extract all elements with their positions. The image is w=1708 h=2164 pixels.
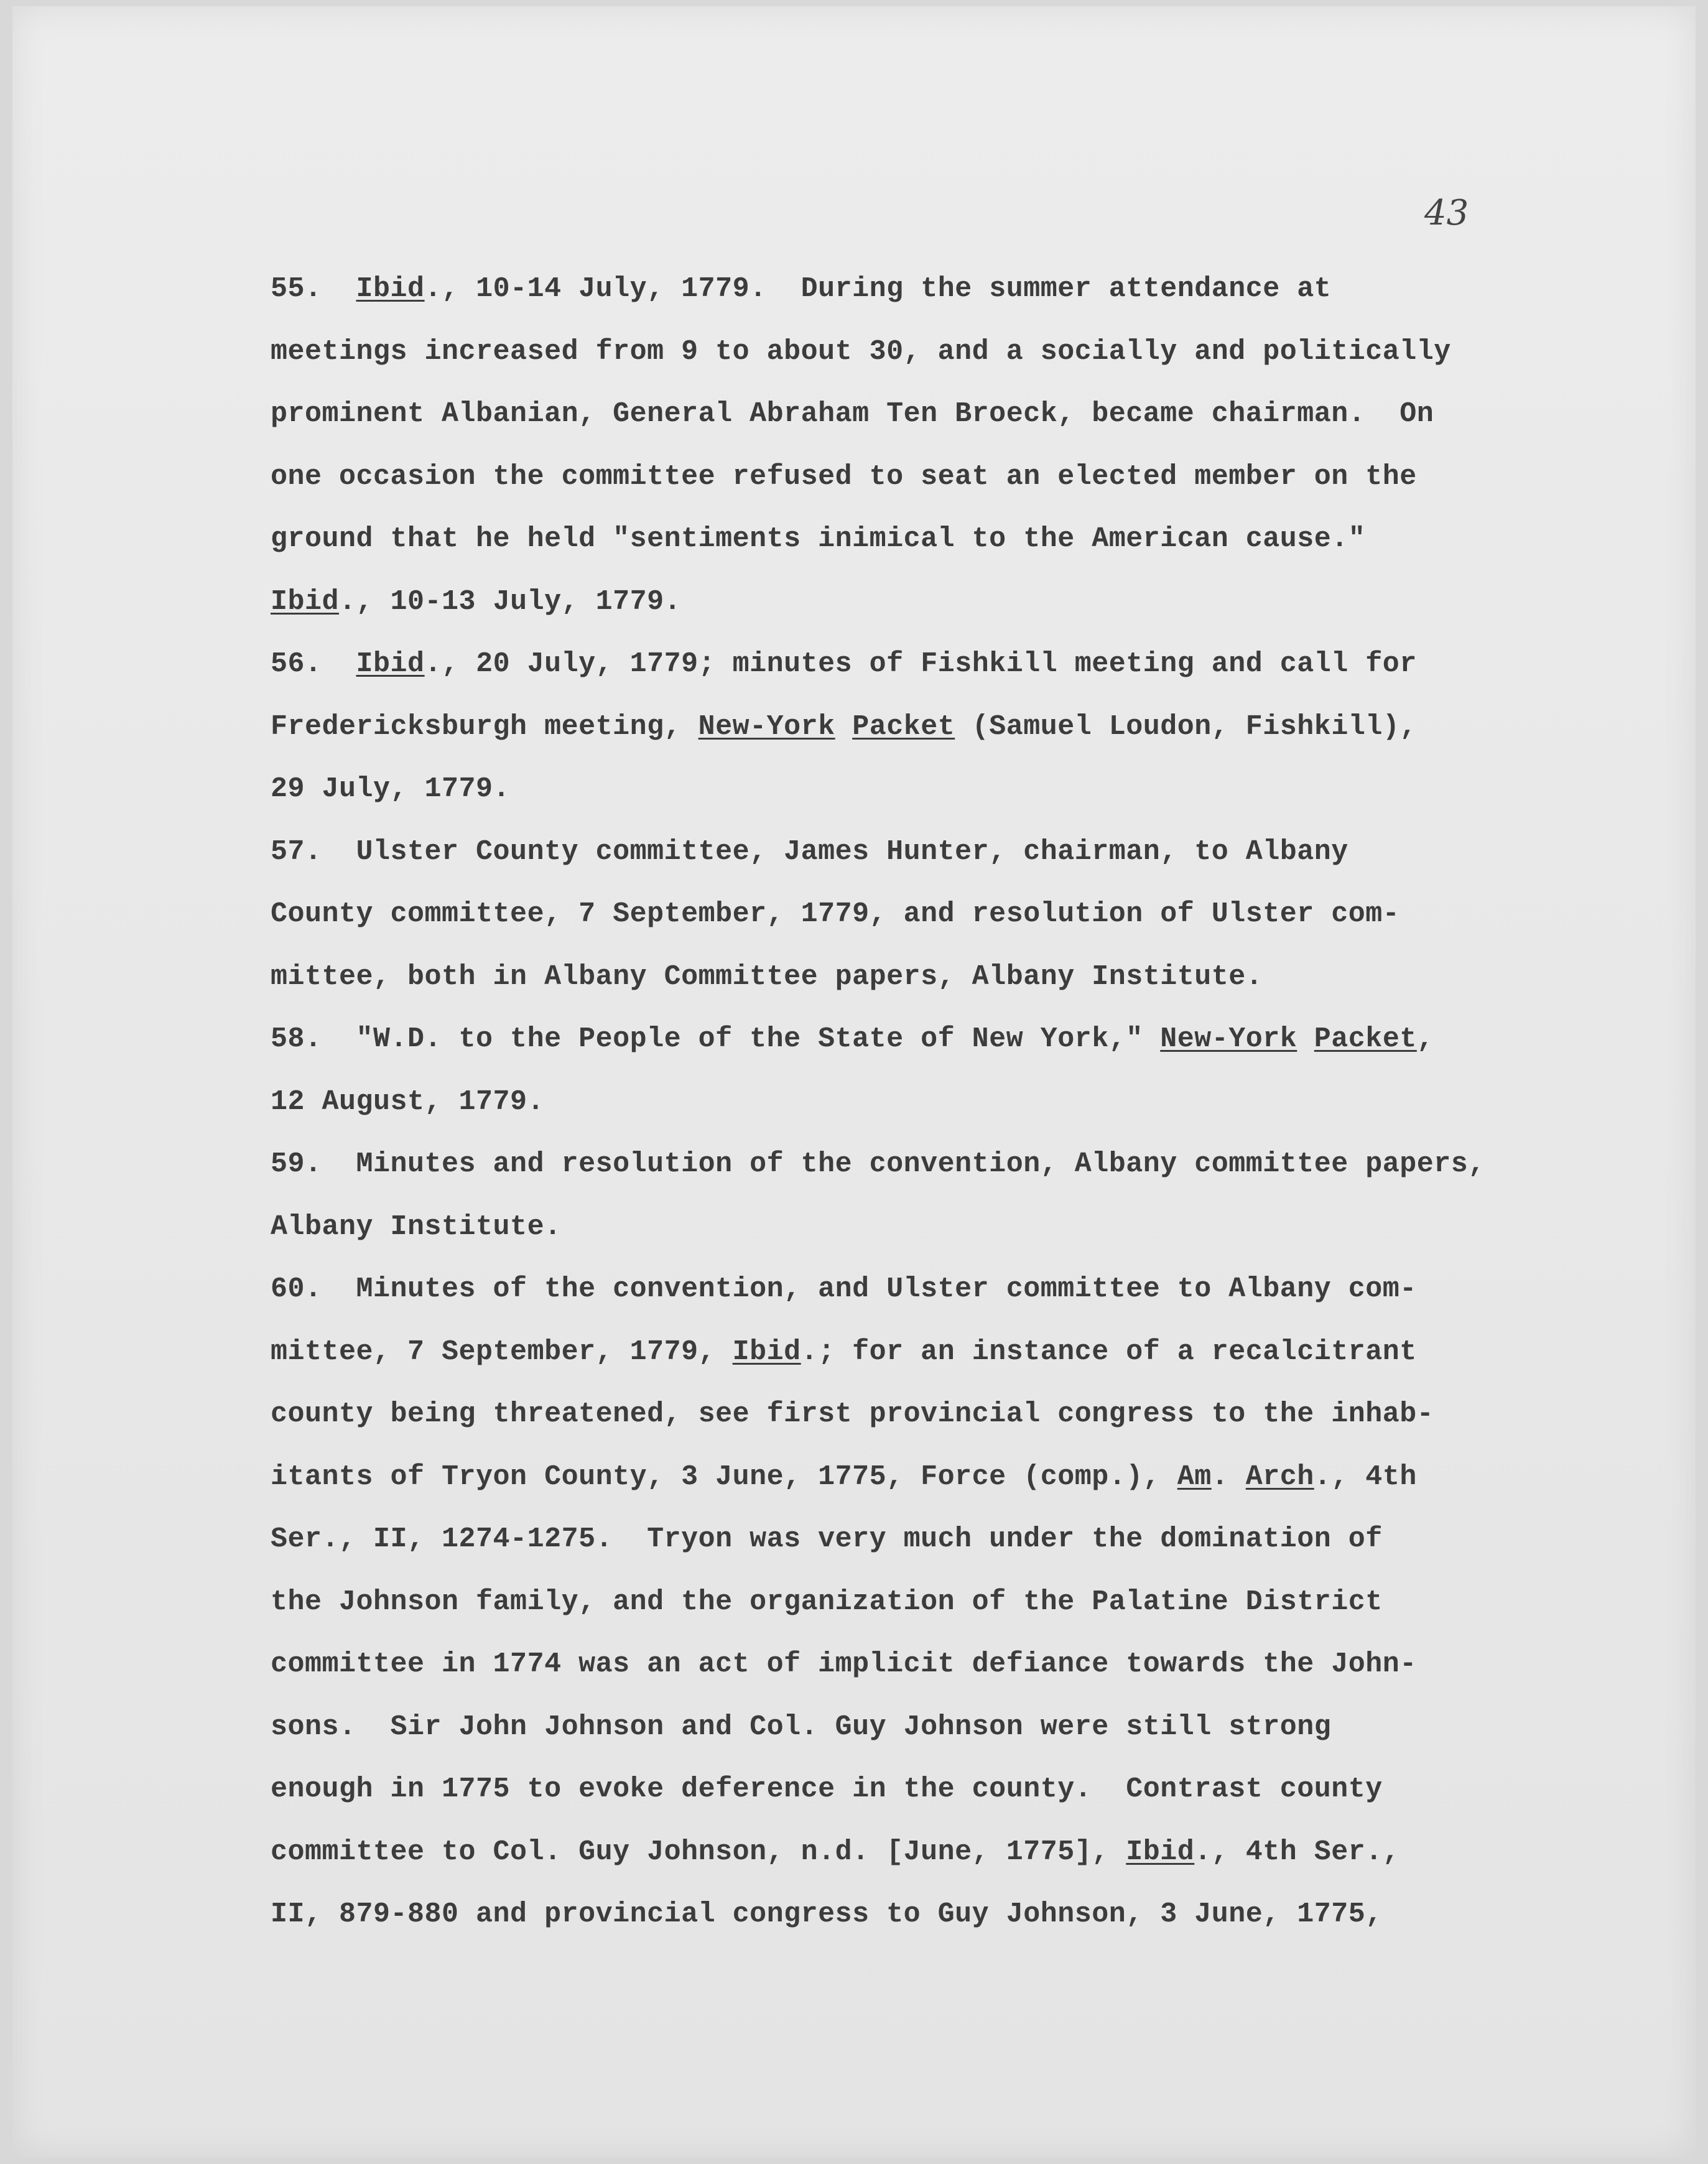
underlined-citation: Ibid — [1126, 1836, 1195, 1868]
text-run: sons. Sir John Johnson and Col. Guy Johnson were still strong — [271, 1711, 1332, 1743]
endnotes-body — [271, 258, 1527, 1946]
underlined-citation: Am — [1177, 1460, 1212, 1493]
endnote-line — [271, 1008, 1527, 1071]
text-run: 55. — [271, 273, 356, 305]
underlined-citation: Packet — [1314, 1023, 1417, 1055]
text-run: itants of Tryon County, 3 June, 1775, Force (comp.), — [271, 1460, 1177, 1493]
endnote-line — [271, 446, 1527, 509]
endnote-line — [271, 1446, 1527, 1509]
endnote-line — [271, 571, 1527, 634]
text-run — [1297, 1023, 1314, 1055]
text-run: ground that he held "sentiments inimical to the American cause." — [271, 523, 1366, 555]
underlined-citation: Ibid — [356, 273, 425, 305]
underlined-citation: New-York — [698, 710, 835, 743]
text-run: .; for an instance of a recalcitrant — [801, 1335, 1417, 1368]
text-run: meetings increased from 9 to about 30, and a socially and politically — [271, 335, 1451, 368]
text-run: ., 10-14 July, 1779. During the summer attendance at — [424, 273, 1332, 305]
endnote-line — [271, 1758, 1527, 1821]
endnote-56 — [271, 633, 1527, 821]
text-run: County committee, 7 September, 1779, and resolution of Ulster com- — [271, 898, 1400, 930]
text-run: committee to Col. Guy Johnson, n.d. [June, 1775], — [271, 1836, 1126, 1868]
text-run: mittee, both in Albany Committee papers, Albany Institute. — [271, 960, 1263, 993]
text-run: 58. "W.D. to the People of the State of New York," — [271, 1023, 1161, 1055]
endnote-line — [271, 1133, 1527, 1196]
endnote-line — [271, 508, 1527, 571]
endnote-line — [271, 258, 1527, 321]
endnote-59 — [271, 1133, 1527, 1258]
endnote-line — [271, 1258, 1527, 1321]
text-run: ., 4th — [1314, 1460, 1417, 1493]
text-run: prominent Albanian, General Abraham Ten Broeck, became chairman. On — [271, 398, 1434, 430]
text-run: enough in 1775 to evoke deference in the county. Contrast county — [271, 1773, 1383, 1805]
endnote-line — [271, 883, 1527, 946]
page-number: 43 — [1424, 193, 1469, 233]
text-run: II, 879-880 and provincial congress to Guy Johnson, 3 June, 1775, — [271, 1898, 1383, 1930]
endnote-line — [271, 1571, 1527, 1634]
endnote-line — [271, 321, 1527, 384]
endnote-60 — [271, 1258, 1527, 1946]
text-run: 60. Minutes of the convention, and Ulster committee to Albany com- — [271, 1273, 1417, 1305]
underlined-citation: Arch — [1245, 1460, 1314, 1493]
text-run: 56. — [271, 648, 356, 680]
text-run: 29 July, 1779. — [271, 773, 511, 805]
endnote-line — [271, 1071, 1527, 1134]
endnote-55 — [271, 258, 1527, 633]
text-run: (Samuel Loudon, Fishkill), — [955, 710, 1417, 743]
endnote-line — [271, 1696, 1527, 1759]
endnote-line — [271, 1821, 1527, 1884]
text-run: Albany Institute. — [271, 1210, 562, 1243]
text-run: ., 20 July, 1779; minutes of Fishkill meeting and call for — [424, 648, 1417, 680]
endnote-line — [271, 1321, 1527, 1384]
endnote-line — [271, 1883, 1527, 1946]
endnote-line — [271, 758, 1527, 821]
text-run: mittee, 7 September, 1779, — [271, 1335, 733, 1368]
endnote-57 — [271, 821, 1527, 1009]
endnote-line — [271, 696, 1527, 759]
text-run: 12 August, 1779. — [271, 1085, 545, 1118]
text-run: one occasion the committee refused to seat an elected member on the — [271, 460, 1417, 493]
endnote-line — [271, 1196, 1527, 1259]
endnote-line — [271, 1383, 1527, 1446]
endnote-line — [271, 633, 1527, 696]
endnote-line — [271, 383, 1527, 446]
text-run: ., 10-13 July, 1779. — [339, 585, 682, 618]
text-run: the Johnson family, and the organization of the Palatine District — [271, 1586, 1383, 1618]
document-page — [12, 6, 1696, 2158]
text-run: Fredericksburgh meeting, — [271, 710, 699, 743]
endnote-line — [271, 821, 1527, 884]
underlined-citation: Ibid — [271, 585, 340, 618]
text-run: county being threatened, see first provincial congress to the inhab- — [271, 1398, 1434, 1430]
endnote-58 — [271, 1008, 1527, 1133]
text-run: . — [1211, 1460, 1246, 1493]
endnote-line — [271, 946, 1527, 1009]
underlined-citation: Packet — [852, 710, 955, 743]
text-run — [835, 711, 853, 743]
underlined-citation: Ibid — [732, 1335, 801, 1368]
text-run: , — [1416, 1023, 1434, 1055]
text-run: 59. Minutes and resolution of the convention, Albany committee papers, — [271, 1148, 1485, 1180]
text-run: ., 4th Ser., — [1194, 1836, 1400, 1868]
underlined-citation: Ibid — [356, 648, 425, 680]
endnote-line — [271, 1508, 1527, 1571]
endnote-line — [271, 1633, 1527, 1696]
text-run: 57. Ulster County committee, James Hunter, chairman, to Albany — [271, 835, 1348, 868]
underlined-citation: New-York — [1160, 1023, 1297, 1055]
text-run: committee in 1774 was an act of implicit defiance towards the John- — [271, 1648, 1417, 1680]
text-run: Ser., II, 1274-1275. Tryon was very much under the domination of — [271, 1523, 1383, 1555]
